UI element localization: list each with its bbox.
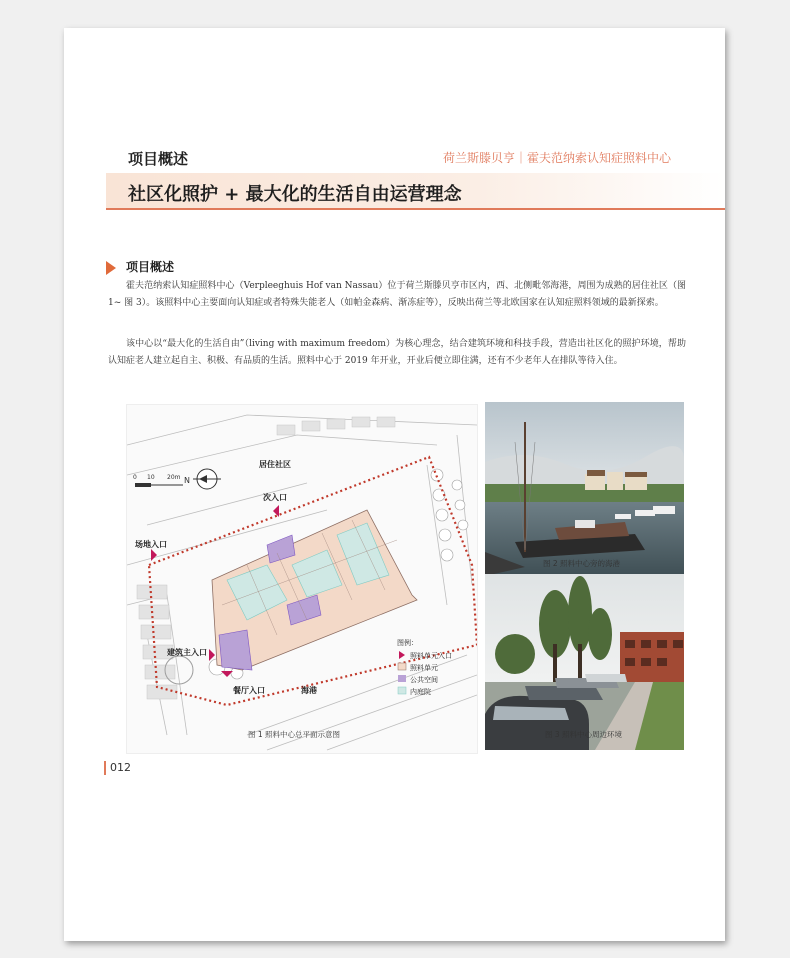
page-number: 012: [110, 761, 131, 774]
label-secondary-entrance: 次入口: [263, 493, 287, 502]
site-plan-drawing: [127, 405, 477, 753]
scale-10: 10: [147, 474, 155, 481]
running-section-title: 项目概述: [128, 150, 189, 168]
legend-swatch-entrance: [399, 651, 405, 659]
page-number-bar: [104, 761, 106, 775]
legend: [397, 638, 452, 696]
harbor-photo: [485, 402, 684, 576]
document-page: [64, 28, 725, 941]
paragraph-1: 霍夫范纳索认知症照料中心（Verpleeghuis Hof van Nassau）位于荷兰斯滕贝亨市区内，西、北侧毗邻海港，周围为成熟的居住社区（图 1~ 图 3）。该照料中心主要面向认知症或者特殊失能老人（如帕金森病、渐冻症等），反映出荷兰等北欧国家在认知症照料领域的最新探索。: [108, 281, 686, 308]
legend-swatch-care-unit: [398, 663, 406, 670]
scale-0: 0: [133, 474, 137, 481]
north-label: N: [184, 476, 190, 485]
title-band: [106, 173, 725, 210]
label-dining-entrance: 餐厅入口: [233, 686, 265, 695]
scale-20: 20m: [167, 474, 181, 481]
section-heading: 项目概述: [126, 260, 175, 274]
running-project-title: 荷兰斯滕贝亨｜霍夫范纳索认知症照料中心: [442, 151, 671, 165]
label-main-entrance: 建筑主入口: [167, 648, 207, 657]
label-site-entrance: 场地入口: [135, 540, 167, 549]
label-residential: 居住社区: [259, 460, 291, 469]
site-plan-figure: [126, 404, 478, 754]
surroundings-photo: [485, 574, 684, 750]
harbor-photo-drawing: [485, 402, 684, 576]
legend-label-care-unit: 照料单元: [410, 664, 438, 672]
legend-swatch-public: [398, 675, 406, 682]
label-harbor: 海港: [301, 686, 317, 695]
legend-label-entrance: 照料单元入口: [410, 652, 452, 660]
surroundings-photo-drawing: [485, 574, 684, 750]
figure-2-caption: 图 2 照料中心旁的海港: [543, 559, 621, 568]
legend-label-public: 公共空间: [410, 676, 438, 684]
paragraph-2: 该中心以“最大化的生活自由”（living with maximum freedom）为核心理念，结合建筑环境和科技手段，营造出社区化的照护环境，帮助认知症老人建立起自主、积极、有品质的生活。照料中心于 2019 年开业，开业后便立即住满，还有不少老年人在排队等待入住。: [108, 339, 686, 366]
triangle-marker-icon: [106, 261, 116, 275]
page-title: 社区化照护 + 最大化的生活自由运营理念: [128, 184, 462, 205]
figure-3-caption: 图 3 照料中心周边环境: [545, 730, 623, 739]
legend-swatch-courtyard: [398, 687, 406, 694]
figure-1-caption: 图 1 照料中心总平面示意图: [248, 730, 341, 739]
legend-label-courtyard: 内庭院: [410, 688, 431, 696]
legend-title: 图例：: [397, 639, 418, 647]
